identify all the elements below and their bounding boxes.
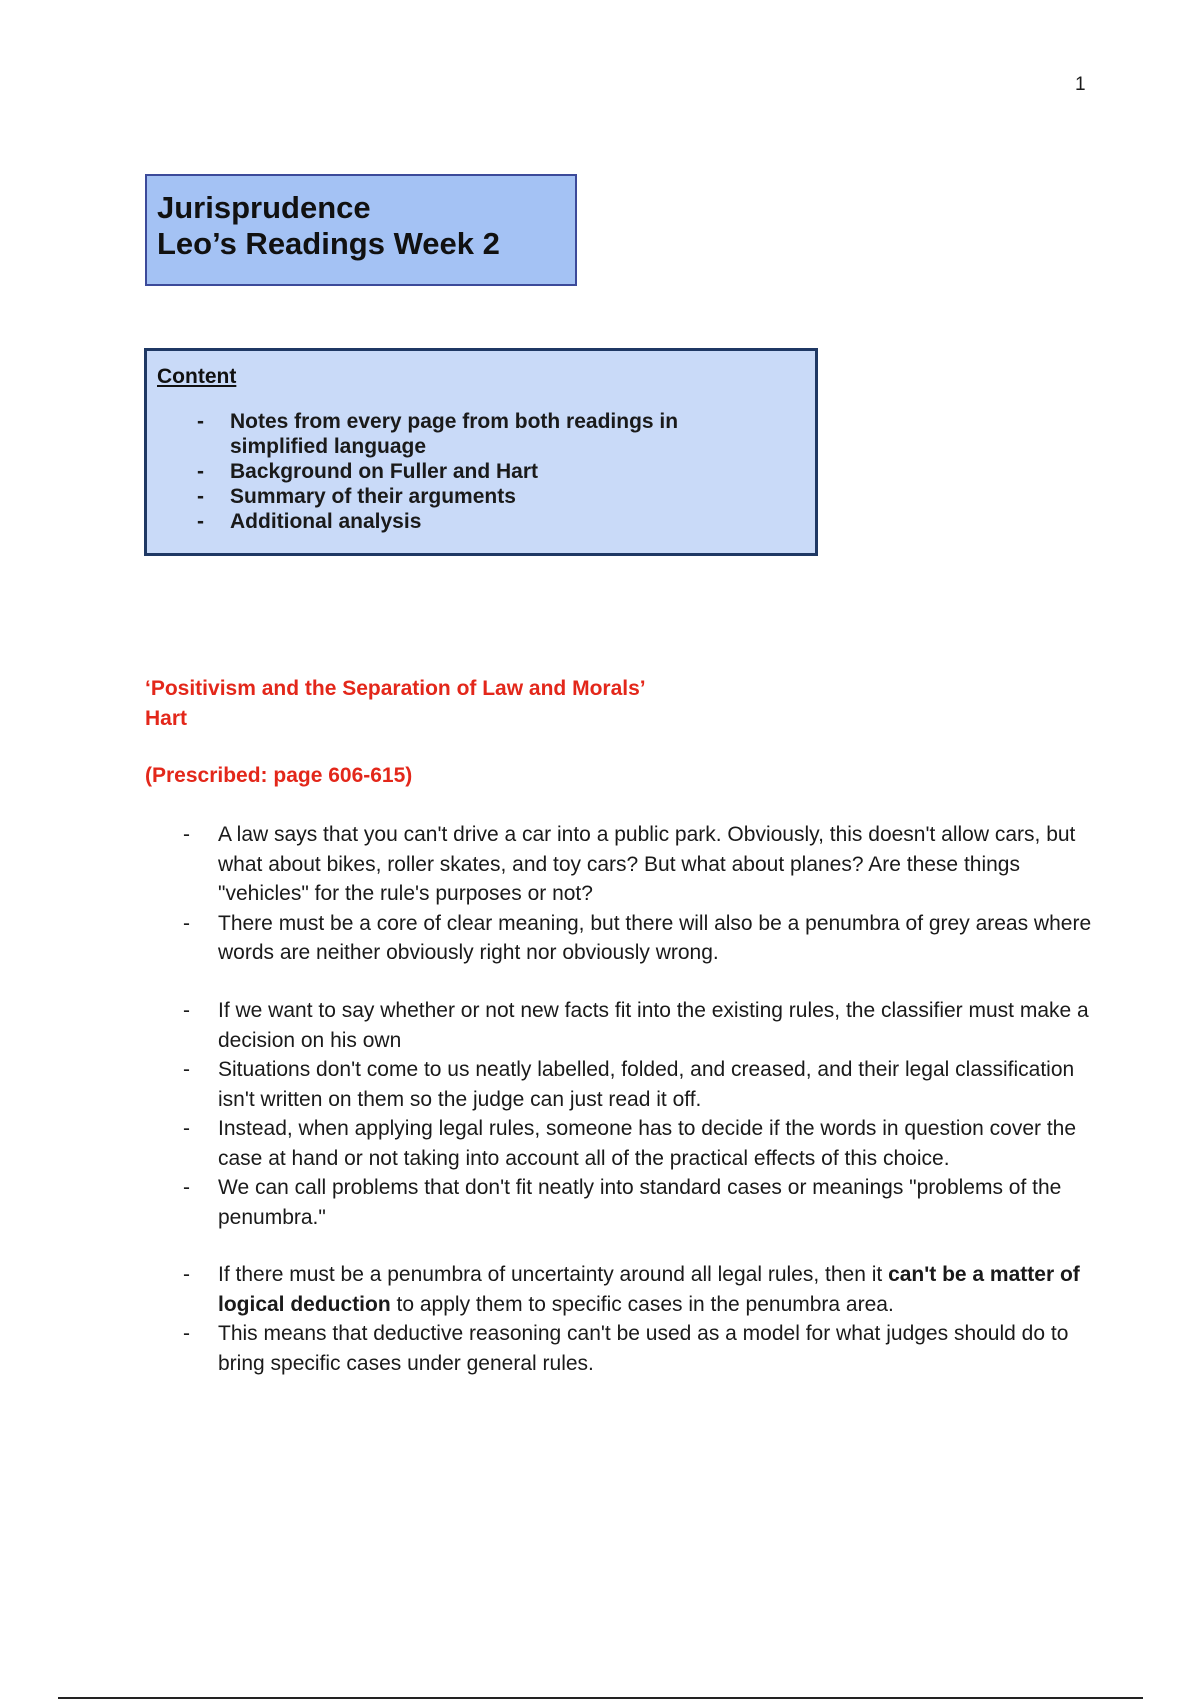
- list-item: - Instead, when applying legal rules, someone has to decide if the words in question cover the case at hand or not taking into account all of the practical effects of this choice.: [145, 1114, 1095, 1173]
- bullet-dash: -: [183, 1117, 190, 1140]
- emphasis-text: can't be a matter of logical deduction: [218, 1263, 1080, 1316]
- document-subtitle: Leo’s Readings Week 2: [157, 226, 500, 261]
- content-box: [144, 348, 818, 556]
- notes-group-3: [145, 1260, 1095, 1378]
- bullet-dash: -: [197, 460, 204, 483]
- list-item: - Additional analysis: [197, 510, 422, 533]
- bullet-dash: -: [183, 1176, 190, 1199]
- bullet-dash: -: [197, 510, 204, 533]
- reading-author: Hart: [145, 707, 188, 730]
- bullet-dash: -: [197, 485, 204, 508]
- reading-heading: [145, 674, 646, 734]
- content-heading: Content: [157, 365, 237, 388]
- content-list: [157, 409, 805, 534]
- bullet-dash: -: [183, 1322, 190, 1345]
- title-box: [145, 174, 577, 286]
- document-title: Jurisprudence: [157, 190, 371, 225]
- page-number: 1: [1075, 74, 1086, 95]
- bullet-dash: -: [183, 1058, 190, 1081]
- bottom-divider: [58, 1697, 1143, 1699]
- bullet-dash: -: [183, 999, 190, 1022]
- list-item: - There must be a core of clear meaning, but there will also be a penumbra of grey areas where words are neither obviously right nor obviously wrong.: [145, 909, 1095, 968]
- list-item: - If we want to say whether or not new facts fit into the existing rules, the classifier must make a decision on his own: [145, 996, 1095, 1055]
- bullet-dash: -: [183, 1263, 190, 1286]
- bullet-dash: -: [183, 823, 190, 846]
- list-item: - A law says that you can't drive a car into a public park. Obviously, this doesn't allow cars, but what about bikes, roller skates, and toy cars? But what about planes? Are these things "vehicles" for the rule's purposes or not?: [145, 820, 1095, 909]
- reading-title: ‘Positivism and the Separation of Law and Morals’: [145, 677, 646, 700]
- bullet-dash: -: [197, 410, 204, 433]
- list-item: - Background on Fuller and Hart: [197, 460, 539, 483]
- bullet-dash: -: [183, 911, 190, 935]
- list-item: - Situations don't come to us neatly labelled, folded, and creased, and their legal classification isn't written on them so the judge can just read it off.: [145, 1055, 1095, 1114]
- prescribed-pages: (Prescribed: page 606-615): [145, 764, 413, 787]
- list-item: - We can call problems that don't fit neatly into standard cases or meanings "problems of the penumbra.": [145, 1173, 1095, 1232]
- list-item: - If there must be a penumbra of uncertainty around all legal rules, then it can't be a matter of logical deduction to apply them to specific cases in the penumbra area.: [145, 1260, 1095, 1319]
- list-item: - This means that deductive reasoning can't be used as a model for what judges should do to bring specific cases under general rules.: [145, 1319, 1095, 1378]
- list-item: - Summary of their arguments: [197, 485, 516, 508]
- list-item: - Notes from every page from both readings in simplified language: [197, 410, 679, 458]
- notes-group-2: [145, 996, 1095, 1232]
- notes-group-1: [145, 820, 1095, 968]
